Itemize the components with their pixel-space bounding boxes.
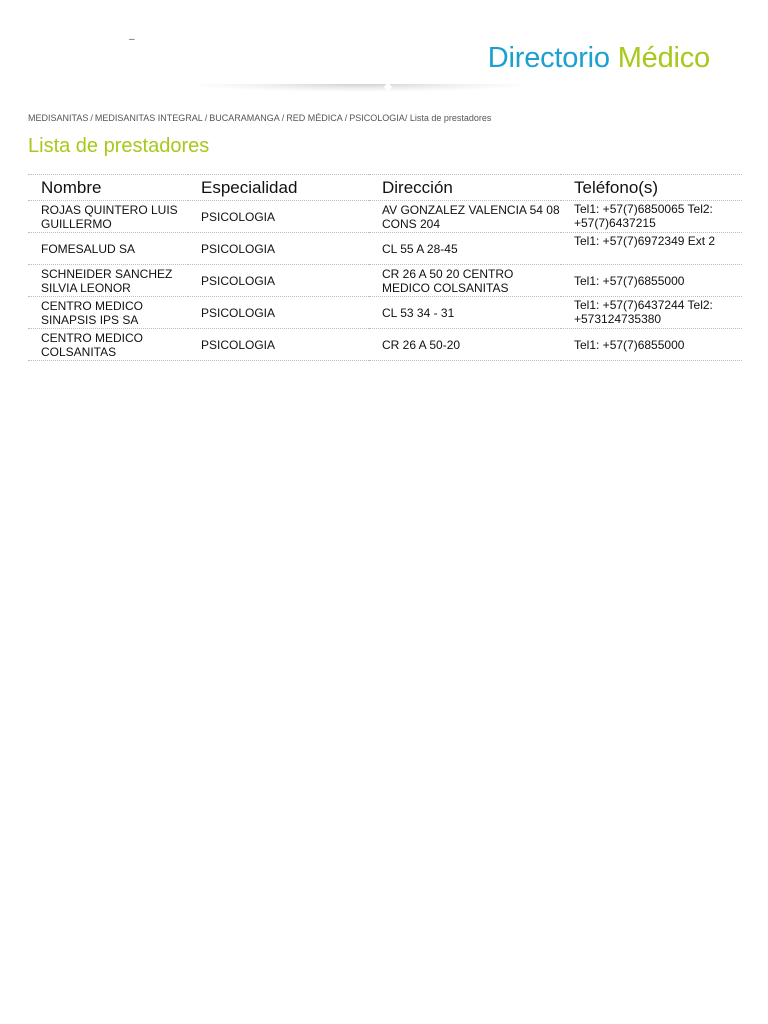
cell-direccion: CR 26 A 50 20 CENTRO MEDICO COLSANITAS [369, 265, 561, 297]
providers-table [28, 174, 742, 361]
cell-nombre: CENTRO MEDICO SINAPSIS IPS SA [28, 297, 188, 329]
breadcrumb-item-red-medica[interactable]: RED MÉDICA [286, 113, 343, 123]
cell-telefono: Tel1: +57(7)6850065 Tel2: +57(7)6437215 [561, 201, 742, 233]
cell-direccion: CL 53 34 - 31 [369, 297, 561, 329]
cell-telefono: Tel1: +57(7)6855000 [561, 265, 742, 297]
column-header-nombre: Nombre [28, 175, 188, 201]
breadcrumb-item-medisanitas-integral[interactable]: MEDISANITAS INTEGRAL [94, 113, 203, 123]
table-header-row [28, 175, 742, 201]
table-row [28, 329, 742, 361]
title-word-directorio: Directorio [487, 42, 610, 74]
cell-nombre: FOMESALUD SA [28, 233, 188, 265]
breadcrumb-separator: / [204, 113, 208, 123]
column-header-direccion: Dirección [369, 175, 561, 201]
cell-nombre: SCHNEIDER SANCHEZ SILVIA LEONOR [28, 265, 188, 297]
title-word-medico: Médico [617, 42, 710, 74]
breadcrumb-separator: / [90, 113, 93, 123]
breadcrumb-item-psicologia[interactable]: PSICOLOGIA [349, 113, 405, 123]
header-divider-shadow [190, 84, 530, 92]
table-row [28, 233, 742, 265]
cell-especialidad: PSICOLOGIA [188, 329, 369, 361]
cell-especialidad: PSICOLOGIA [188, 201, 369, 233]
table-row [28, 265, 742, 297]
breadcrumb-separator: / [344, 113, 348, 123]
breadcrumb-item-medisanitas[interactable]: MEDISANITAS [28, 113, 89, 123]
breadcrumb [28, 113, 491, 123]
breadcrumb-item-bucaramanga[interactable]: BUCARAMANGA [209, 113, 280, 123]
cell-especialidad: PSICOLOGIA [188, 233, 369, 265]
cell-direccion: CR 26 A 50-20 [369, 329, 561, 361]
breadcrumb-current: Lista de prestadores [409, 113, 492, 123]
cell-telefono: Tel1: +57(7)6855000 [561, 329, 742, 361]
table-row [28, 201, 742, 233]
breadcrumb-separator: / [281, 113, 285, 123]
breadcrumb-separator: / [404, 113, 410, 123]
cell-nombre: CENTRO MEDICO COLSANITAS [28, 329, 188, 361]
logo-mark: – [129, 34, 135, 45]
cell-telefono: Tel1: +57(7)6437244 Tel2: +573124735380 [561, 297, 742, 329]
table-row [28, 297, 742, 329]
cell-direccion: CL 55 A 28-45 [369, 233, 561, 265]
cell-nombre: ROJAS QUINTERO LUIS GUILLERMO [28, 201, 188, 233]
cell-direccion: AV GONZALEZ VALENCIA 54 08 CONS 204 [369, 201, 561, 233]
cell-telefono: Tel1: +57(7)6972349 Ext 2 [561, 233, 742, 265]
column-header-telefono: Teléfono(s) [561, 175, 742, 201]
page-title: Lista de prestadores [28, 135, 210, 157]
directory-title [488, 42, 710, 75]
column-header-especialidad: Especialidad [188, 175, 369, 201]
cell-especialidad: PSICOLOGIA [188, 265, 369, 297]
cell-especialidad: PSICOLOGIA [188, 297, 369, 329]
